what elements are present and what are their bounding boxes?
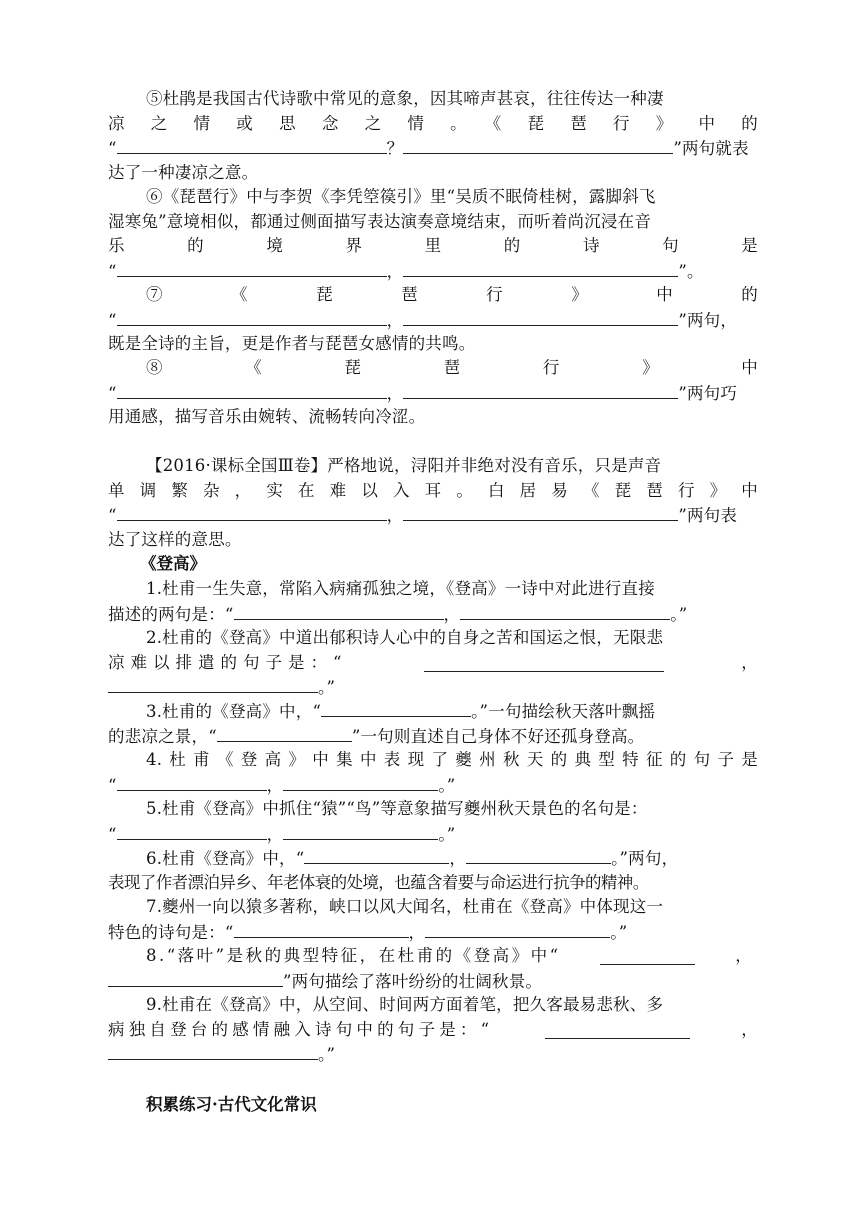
- q5-line3: “ ？ ”两句就表: [108, 136, 758, 161]
- exam-line1: 【2016·课标全国Ⅲ卷】严格地说，浔阳并非绝对没有音乐，只是声音: [146, 456, 662, 475]
- section-title-cultural-knowledge: 积累练习·古代文化常识: [146, 1095, 317, 1114]
- q4-line1: 4.杜甫《登高》中集中表现了夔州秋天的典型特征的句子是: [146, 750, 758, 769]
- answer-blank[interactable]: [117, 381, 387, 399]
- section-title-denggao: 《登高》: [140, 554, 206, 573]
- q8-line1: ⑧《琵琶行》中: [146, 358, 758, 377]
- question-5: [108, 87, 758, 185]
- denggao-q1: [108, 577, 758, 626]
- answer-blank[interactable]: [545, 1021, 690, 1039]
- answer-blank[interactable]: [403, 136, 673, 154]
- exam-line2: 单调繁杂，实在难以入耳。白居易《琵琶行》中: [108, 480, 758, 500]
- answer-blank[interactable]: [600, 947, 695, 965]
- answer-blank[interactable]: [217, 724, 352, 742]
- denggao-q7: [108, 895, 758, 944]
- answer-blank[interactable]: [403, 308, 678, 326]
- answer-blank[interactable]: [117, 308, 387, 326]
- q9d-line3: 。”: [108, 1042, 758, 1067]
- answer-blank[interactable]: [117, 259, 387, 277]
- answer-blank[interactable]: [424, 654, 664, 672]
- question-6: [108, 185, 758, 283]
- q4-line2: “ ， 。”: [108, 773, 758, 798]
- q2-line2: 凉难以排遣的句子是：“ ，: [108, 652, 758, 672]
- q7-line1: ⑦《琵琶行》中的: [146, 285, 758, 304]
- denggao-q6: [108, 846, 758, 895]
- answer-blank[interactable]: [234, 602, 444, 620]
- q3-line2: 的悲凉之景，“ ”一句则直述自己身体不好还孤身登高。: [108, 724, 758, 749]
- q5d-line1: 5.杜甫《登高》中抓住“猿”“鸟”等意象描写夔州秋天景色的名句是：: [146, 799, 648, 818]
- answer-blank[interactable]: [108, 1042, 318, 1060]
- denggao-q5: [108, 797, 758, 846]
- answer-blank[interactable]: [321, 699, 471, 717]
- q3-line1: 3.杜甫的《登高》中，“ 。”一句描绘秋天落叶飘摇: [108, 699, 758, 724]
- q1-line2: 描述的两句是：“ ， 。”: [108, 602, 758, 627]
- answer-blank[interactable]: [403, 381, 678, 399]
- denggao-q8: [108, 944, 758, 993]
- answer-blank[interactable]: [403, 503, 678, 521]
- q9d-line1: 9.杜甫在《登高》中，从空间、时间两方面着笔，把久客最易悲秋、多: [146, 995, 664, 1014]
- answer-blank[interactable]: [108, 969, 283, 987]
- answer-blank[interactable]: [283, 773, 438, 791]
- q7-line2: “ ， ”两句，: [108, 308, 758, 333]
- question-7: [108, 283, 758, 357]
- denggao-q3: [108, 699, 758, 748]
- q8d-line1: 8.“落叶”是秋的典型特征，在杜甫的《登高》中“ ，: [146, 946, 752, 965]
- q8-line3: 用通感，描写音乐由婉转、流畅转向冷涩。: [108, 407, 426, 426]
- question-8: [108, 356, 758, 430]
- q6-line1: ⑥《琵琶行》中与李贺《李凭箜篌引》里“吴质不眠倚桂树，露脚斜飞: [146, 187, 656, 206]
- q7-line3: 既是全诗的主旨，更是作者与琵琶女感情的共鸣。: [108, 334, 476, 353]
- denggao-q4: [108, 748, 758, 797]
- answer-blank[interactable]: [117, 822, 267, 840]
- answer-blank[interactable]: [460, 602, 670, 620]
- q1-line1: 1.杜甫一生失意，常陷入病痛孤独之境，《登高》一诗中对此进行直接: [146, 579, 655, 598]
- q7d-line2: 特色的诗句是：“ ， 。”: [108, 920, 758, 945]
- answer-blank[interactable]: [117, 136, 387, 154]
- q6d-line1: 6.杜甫《登高》中，“ ， 。”两句，: [108, 846, 758, 871]
- q7d-line1: 7.夔州一向以猿多著称，峡口以风大闻名，杜甫在《登高》中体现这一: [146, 897, 664, 916]
- exam-line3: “ ， ”两句表: [108, 503, 758, 528]
- answer-blank[interactable]: [425, 920, 610, 938]
- denggao-q9: [108, 993, 758, 1067]
- q5-line1: ⑤杜鹃是我国古代诗歌中常见的意象，因其啼声甚哀，往往传达一种凄: [146, 89, 664, 108]
- answer-blank[interactable]: [117, 773, 267, 791]
- q5d-line2: “ ， 。”: [108, 822, 758, 847]
- exam-2016-question: [108, 454, 758, 552]
- answer-blank[interactable]: [466, 846, 611, 864]
- answer-blank[interactable]: [283, 822, 438, 840]
- q2-line3: 。”: [108, 675, 758, 700]
- answer-blank[interactable]: [403, 259, 678, 277]
- answer-blank[interactable]: [117, 503, 387, 521]
- q6-line4: “ ， ”。: [108, 259, 758, 284]
- denggao-q2: [108, 626, 758, 700]
- q5-line2: 凉之情或思念之情。《琵琶行》中的: [108, 113, 758, 133]
- q6-line3: 乐的境界里的诗句是: [108, 236, 758, 255]
- q8d-line2: ”两句描绘了落叶纷纷的壮阔秋景。: [108, 969, 758, 994]
- exam-line4: 达了这样的意思。: [108, 529, 242, 549]
- answer-blank[interactable]: [234, 920, 409, 938]
- q9d-line2: 病独自登台的感情融入诗句中的句子是：“ ，: [108, 1019, 758, 1039]
- answer-blank[interactable]: [304, 846, 449, 864]
- q6d-line2: 表现了作者漂泊异乡、年老体衰的处境，也蕴含着要与命运进行抗争的精神。: [108, 872, 649, 892]
- q6-line2: 湿寒兔”意境相似，都通过侧面描写表达演奏意境结束，而听着尚沉浸在音: [108, 211, 652, 231]
- q8-line2: “ ， ”两句巧: [108, 381, 758, 406]
- q2-line1: 2.杜甫的《登高》中道出郁积诗人心中的自身之苦和国运之恨，无限悲: [146, 628, 664, 647]
- q5-line4: 达了一种凄凉之意。: [108, 162, 259, 182]
- answer-blank[interactable]: [108, 675, 318, 693]
